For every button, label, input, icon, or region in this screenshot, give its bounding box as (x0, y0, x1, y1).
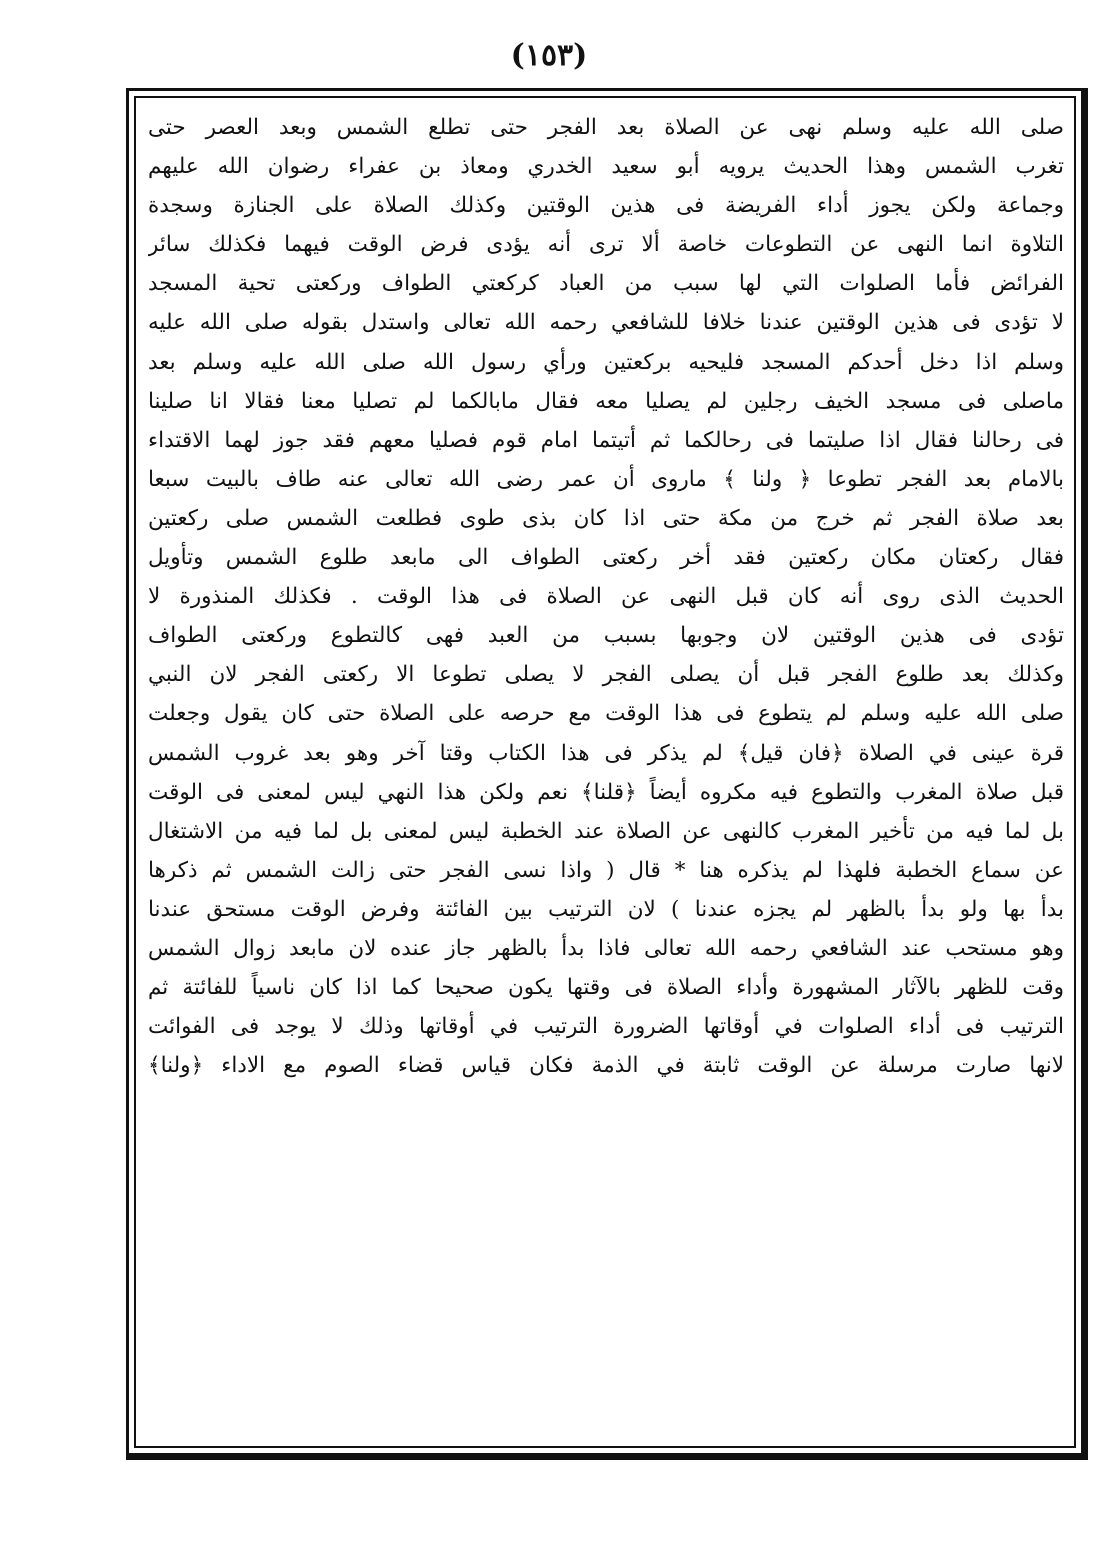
text-line: بالامام بعد الفجر تطوعا ﴿ ولنا ﴾ ماروى أن عمر رضى الله تعالى عنه طاف بالبيت سبعا (148, 466, 1064, 492)
text-line: التلاوة انما النهى عن التطوعات خاصة ألا ترى أنه يؤدى فرض الوقت فيهما فكذلك سائر (148, 232, 1064, 258)
text-line: فقال ركعتان مكان ركعتين فقد أخر ركعتى الطواف الى مابعد طلوع الشمس وتأويل (148, 545, 1064, 571)
text-line: قرة عينى في الصلاة ﴿فان قيل﴾ لم يذكر فى هذا الكتاب وقتا آخر وهو بعد غروب الشمس (148, 740, 1064, 766)
text-line: ماصلى فى مسجد الخيف رجلين لم يصليا معه فقال مابالكما لم تصليا معنا فقالا انا صلينا (148, 388, 1064, 414)
text-line: قبل صلاة المغرب والتطوع فيه مكروه أيضاً ﴿قلنا﴾ نعم ولكن هذا النهي ليس لمعنى فى الوقت (148, 779, 1064, 805)
text-line: بدأ بها ولو بدأ بالظهر لم يجزه عندنا ) لان الترتيب بين الفائتة وفرض الوقت مستحق عندنا (148, 896, 1064, 922)
text-line: وجماعة ولكن يجوز أداء الفريضة فى هذين الوقتين وكذلك الصلاة على الجنازة وسجدة (148, 193, 1064, 219)
text-line: بعد صلاة الفجر ثم خرج من مكة حتى اذا كان بذى طوى فطلعت الشمس صلى ركعتين (148, 505, 1064, 531)
text-line: عن سماع الخطبة فلهذا لم يذكره هنا * قال ( واذا نسى الفجر حتى زالت الشمس ثم ذكرها (148, 857, 1064, 883)
text-line: وسلم اذا دخل أحدكم المسجد فليحيه بركعتين ورأي رسول الله صلى الله عليه وسلم بعد (148, 349, 1064, 375)
page-number: (١٥٣) (510, 38, 588, 73)
text-line: الحديث الذى روى أنه كان قبل النهى عن الصلاة فى هذا الوقت . فكذلك المنذورة لا (148, 584, 1064, 610)
text-line: وقت للظهر بالآثار المشهورة وأداء الصلاة فى وقتها يكون صحيحا كما اذا كان ناسياً للفائتة ثم (148, 975, 1064, 1001)
text-line: فى رحالنا فقال اذا صليتما فى رحالكما ثم أتيتما امام قوم فصليا معهم فقد جوز لهما الاقتداء (148, 427, 1064, 453)
text-line: بل لما فيه من تأخير المغرب كالنهى عن الصلاة عند الخطبة ليس لمعنى بل لما فيه من الاشتغال (148, 818, 1064, 844)
text-line: الترتيب فى أداء الصلوات في أوقاتها الضرورة الترتيب في أوقاتها وذلك لا يوجد فى الفوائت (148, 1014, 1064, 1040)
text-line: لانها صارت مرسلة عن الوقت ثابتة في الذمة فكان قياس قضاء الصوم مع الاداء ﴿ولنا﴾ (148, 1053, 1064, 1079)
text-line: تؤدى فى هذين الوقتين لان وجوبها بسبب من العبد فهى كالتطوع وركعتى الطواف (148, 623, 1064, 649)
text-line: الفرائض فأما الصلوات التي لها سبب من العباد كركعتي الطواف وركعتى تحية المسجد (148, 271, 1064, 297)
text-line: تغرب الشمس وهذا الحديث يرويه أبو سعيد الخدري ومعاذ بن عفراء رضوان الله عليهم (148, 154, 1064, 180)
text-line: وكذلك بعد طلوع الفجر قبل أن يصلى الفجر لا يصلى تطوعا الا ركعتى الفجر لان النبي (148, 662, 1064, 688)
body-text (148, 108, 1064, 1438)
text-line: صلى الله عليه وسلم نهى عن الصلاة بعد الفجر حتى تطلع الشمس وبعد العصر حتى (148, 115, 1064, 140)
text-line: صلى الله عليه وسلم لم يتطوع فى هذا الوقت مع حرصه على الصلاة حتى كان يقول وجعلت (148, 701, 1064, 727)
text-line: لا تؤدى فى هذين الوقتين عندنا خلافا للشافعي رحمه الله تعالى واستدل بقوله صلى الله عليه (148, 310, 1064, 336)
text-line: وهو مستحب عند الشافعي رحمه الله تعالى فاذا بدأ بالظهر جاز عنده لان مابعد زوال الشمس (148, 935, 1064, 961)
